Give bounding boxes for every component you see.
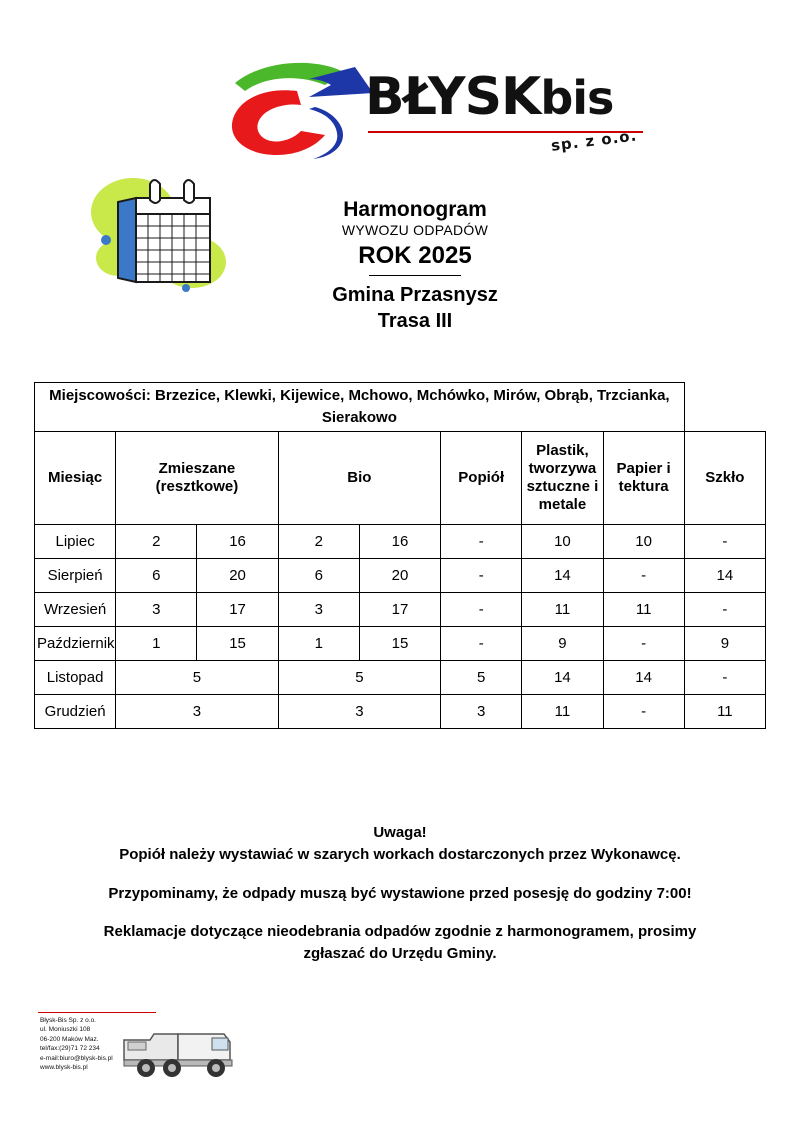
- cell-ash: -: [441, 626, 522, 660]
- title-year: ROK 2025: [358, 241, 472, 269]
- note-complaints-line1: Reklamacje dotyczące nieodebrania odpadów zgodnie z harmonogramem, prosimy: [103, 923, 697, 941]
- cell-bio-1: 6: [278, 558, 359, 592]
- cell-plastic: 9: [522, 626, 603, 660]
- logo-swoosh-icon: [205, 61, 375, 161]
- cell-mixed-1: 1: [116, 626, 197, 660]
- cell-plastic: 14: [522, 660, 603, 694]
- document-title: [255, 198, 575, 334]
- title-municipality: Gmina Przasnysz: [332, 283, 498, 306]
- logo-legal-form: sp. z o.o.: [550, 126, 639, 155]
- footer-contact: [40, 1016, 113, 1073]
- garbage-truck-icon: [120, 1020, 238, 1082]
- note-time: Przypominamy, że odpady muszą być wystawione przed posesję do godziny 7:00!: [108, 884, 692, 902]
- cell-month: Październik: [35, 626, 116, 660]
- note-uwaga: Uwaga!: [373, 824, 427, 841]
- cell-plastic: 14: [522, 558, 603, 592]
- cell-ash: -: [441, 558, 522, 592]
- header-month: Miesiąc: [35, 431, 116, 524]
- cell-month: Listopad: [35, 660, 116, 694]
- cell-mixed-2: 20: [197, 558, 278, 592]
- cell-paper: 11: [603, 592, 684, 626]
- cell-month: Wrzesień: [35, 592, 116, 626]
- header-paper: Papier i tektura: [603, 431, 684, 524]
- logo-brand-suffix: bis: [540, 71, 614, 125]
- cell-plastic: 10: [522, 524, 603, 558]
- table-header-row: [35, 431, 766, 524]
- cell-ash: 5: [441, 660, 522, 694]
- header-ash: Popiół: [441, 431, 522, 524]
- cell-paper: -: [603, 626, 684, 660]
- header-bio: Bio: [278, 431, 440, 524]
- cell-plastic: 11: [522, 592, 603, 626]
- cell-paper: -: [603, 694, 684, 728]
- cell-month: Lipiec: [35, 524, 116, 558]
- table-row: [35, 694, 766, 728]
- footer-line-3: 06-200 Maków Maz.: [40, 1035, 99, 1043]
- cell-glass: 9: [684, 626, 765, 660]
- cell-paper: -: [603, 558, 684, 592]
- cell-mixed-1: 3: [116, 592, 197, 626]
- cell-mixed: 5: [116, 660, 278, 694]
- note-complaints-line2: zgłaszać do Urzędu Gminy.: [303, 945, 497, 962]
- footer-line-5: e-mail:biuro@blysk-bis.pl: [40, 1054, 113, 1062]
- footer-line-1: Błysk-Bis Sp. z o.o.: [40, 1017, 96, 1024]
- cell-month: Sierpień: [35, 558, 116, 592]
- table-row: [35, 558, 766, 592]
- company-logo: [205, 55, 645, 170]
- cell-bio-2: 16: [359, 524, 440, 558]
- note-spacer-1: [30, 866, 770, 883]
- cell-plastic: 11: [522, 694, 603, 728]
- footer-line-6: www.blysk-bis.pl: [40, 1064, 88, 1072]
- cell-ash: -: [441, 524, 522, 558]
- cell-glass: 11: [684, 694, 765, 728]
- cell-bio-2: 17: [359, 592, 440, 626]
- footer-block: [38, 1012, 338, 1102]
- cell-ash: 3: [441, 694, 522, 728]
- cell-glass: 14: [684, 558, 765, 592]
- logo-brand-main: BŁYSK: [365, 67, 541, 127]
- note-spacer-2: [30, 904, 770, 921]
- table-row: [35, 592, 766, 626]
- cell-mixed-2: 16: [197, 524, 278, 558]
- cell-month: Grudzień: [35, 694, 116, 728]
- localities-row: [35, 383, 766, 432]
- footer-line-2: ul. Moniuszki 108: [40, 1026, 91, 1034]
- cell-bio: 5: [278, 660, 440, 694]
- cell-mixed-1: 2: [116, 524, 197, 558]
- title-harmonogram: Harmonogram: [343, 198, 487, 221]
- table-row: [35, 660, 766, 694]
- table-row: [35, 524, 766, 558]
- cell-mixed-1: 6: [116, 558, 197, 592]
- header-plastic: Plastik, tworzywa sztuczne i metale: [522, 431, 603, 524]
- header-glass: Szkło: [684, 431, 765, 524]
- footer-line-4: tel/fax:(29)71 72 234: [40, 1045, 100, 1053]
- calendar-icon: [88, 170, 233, 295]
- note-ash: Popiół należy wystawiać w szarych workach dostarczonych przez Wykonawcę.: [119, 845, 681, 863]
- calendar-icon-svg: [88, 170, 233, 295]
- cell-bio-2: 20: [359, 558, 440, 592]
- cell-glass: -: [684, 592, 765, 626]
- cell-bio: 3: [278, 694, 440, 728]
- cell-paper: 10: [603, 524, 684, 558]
- notes-block: [30, 822, 770, 965]
- cell-glass: -: [684, 524, 765, 558]
- logo-wordmark: [365, 67, 614, 127]
- cell-glass: -: [684, 660, 765, 694]
- cell-bio-1: 3: [278, 592, 359, 626]
- cell-mixed-2: 15: [197, 626, 278, 660]
- cell-mixed: 3: [116, 694, 278, 728]
- cell-bio-1: 2: [278, 524, 359, 558]
- cell-bio-1: 1: [278, 626, 359, 660]
- cell-mixed-2: 17: [197, 592, 278, 626]
- cell-bio-2: 15: [359, 626, 440, 660]
- footer-rule: [38, 1012, 156, 1013]
- title-route: Trasa III: [377, 309, 453, 332]
- cell-ash: -: [441, 592, 522, 626]
- localities-cell: Miejscowości: Brzezice, Klewki, Kijewice, Mchowo, Mchówko, Mirów, Obrąb, Trzcianka, Sierakowo: [35, 383, 685, 432]
- schedule-table: [34, 382, 766, 729]
- cell-paper: 14: [603, 660, 684, 694]
- table-row: [35, 626, 766, 660]
- title-subtitle: WYWOZU ODPADÓW: [341, 222, 489, 239]
- title-divider: [369, 275, 461, 276]
- header-mixed: Zmieszane (resztkowe): [116, 431, 278, 524]
